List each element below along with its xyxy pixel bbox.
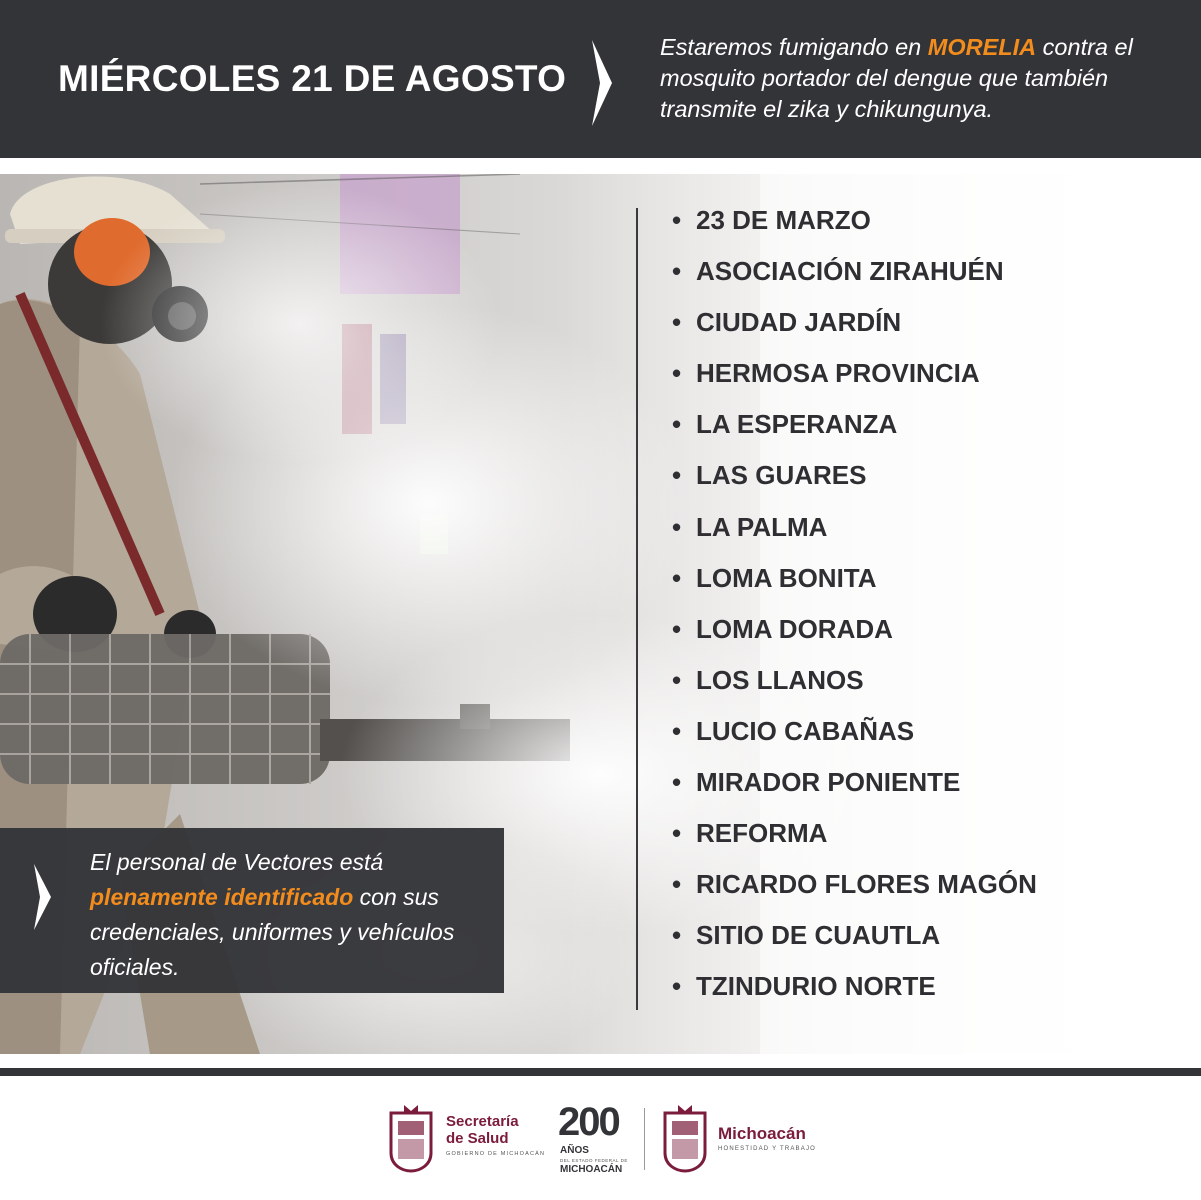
neighborhood-item (672, 508, 1192, 559)
neighborhood-name: HERMOSA PROVINCIA (696, 358, 980, 389)
neighborhood-item (672, 610, 1192, 661)
header-banner (0, 0, 1201, 158)
neighborhood-name: ASOCIACIÓN ZIRAHUÉN (696, 256, 1004, 287)
announcement-tail: contra el mosquito portador del dengue que también transmite el zika y chikungunya. (660, 34, 1133, 122)
neighborhood-name: TZINDURIO NORTE (696, 971, 936, 1002)
neighborhood-item (672, 814, 1192, 865)
state-name: Michoacán (718, 1124, 806, 1143)
neighborhood-item (672, 763, 1192, 814)
neighborhood-list (672, 201, 1192, 1019)
bullet-icon: • (672, 307, 682, 338)
bullet-icon: • (672, 205, 682, 235)
neighborhood-name: CIUDAD JARDÍN (696, 307, 902, 338)
salud-logo-sub: GOBIERNO DE MICHOACÁN (446, 1151, 546, 1157)
info-highlight: plenamente identificado (90, 884, 354, 910)
chevron-right-icon (590, 40, 612, 126)
bullet-icon: • (672, 358, 682, 389)
info-text (90, 845, 490, 985)
neighborhood-name: MIRADOR PONIENTE (696, 767, 961, 798)
anniversary-label: AÑOS (560, 1145, 589, 1156)
anniversary-small: DEL ESTADO FEDERAL DE (560, 1158, 628, 1163)
neighborhood-item (672, 967, 1192, 1018)
neighborhood-item (672, 405, 1192, 456)
coat-of-arms-icon (662, 1103, 708, 1173)
neighborhood-item (672, 712, 1192, 763)
neighborhood-name: RICARDO FLORES MAGÓN (696, 869, 1037, 900)
neighborhood-item (672, 916, 1192, 967)
city-name: MORELIA (927, 34, 1037, 60)
footer-logo-divider (644, 1108, 645, 1170)
neighborhood-item (672, 559, 1192, 610)
anniversary-state: MICHOACÁN (560, 1164, 623, 1175)
neighborhood-name: LUCIO CABAÑAS (696, 715, 915, 746)
neighborhood-name: 23 DE MARZO (696, 205, 871, 235)
announcement-text (660, 32, 1180, 125)
state-motto: HONESTIDAD Y TRABAJO (718, 1146, 817, 1152)
coat-of-arms-icon (388, 1103, 434, 1173)
neighborhood-name: LOS LLANOS (696, 664, 864, 695)
neighborhood-name: LAS GUARES (696, 460, 867, 491)
bullet-icon: • (672, 256, 682, 287)
neighborhood-name: LOMA DORADA (696, 613, 893, 644)
neighborhood-item (672, 354, 1192, 405)
salud-logo-line1: Secretaría (446, 1113, 519, 1130)
neighborhood-item (672, 303, 1192, 354)
neighborhood-name: LOMA BONITA (696, 562, 877, 593)
neighborhood-name: LA ESPERANZA (696, 409, 898, 440)
date-title: MIÉRCOLES 21 DE AGOSTO (58, 58, 567, 99)
bullet-icon: • (672, 869, 682, 900)
salud-logo-line2: de Salud (446, 1130, 509, 1147)
bullet-icon: • (672, 715, 682, 746)
neighborhood-item (672, 661, 1192, 712)
neighborhood-name: REFORMA (696, 818, 828, 849)
info-tail: con sus credenciales, uniformes y vehículos oficiales. (90, 884, 455, 980)
anniversary-number: 200 (558, 1100, 619, 1144)
footer-divider (0, 1068, 1201, 1076)
bullet-icon: • (672, 613, 682, 644)
bullet-icon: • (672, 767, 682, 798)
neighborhood-name: SITIO DE CUAUTLA (696, 920, 941, 951)
bullet-icon: • (672, 562, 682, 593)
list-divider (636, 208, 638, 1010)
bullet-icon: • (672, 409, 682, 440)
neighborhood-item (672, 865, 1192, 916)
neighborhood-item (672, 456, 1192, 507)
bullet-icon: • (672, 818, 682, 849)
bullet-icon: • (672, 460, 682, 491)
bullet-icon: • (672, 511, 682, 542)
bullet-icon: • (672, 971, 682, 1002)
info-lead: El personal de Vectores está (90, 849, 384, 875)
bullet-icon: • (672, 920, 682, 951)
chevron-right-icon (33, 864, 51, 930)
neighborhood-item (672, 252, 1192, 303)
announcement-lead: Estaremos fumigando en (660, 34, 928, 60)
neighborhood-item (672, 201, 1192, 252)
neighborhood-name: LA PALMA (696, 511, 828, 542)
bullet-icon: • (672, 664, 682, 695)
